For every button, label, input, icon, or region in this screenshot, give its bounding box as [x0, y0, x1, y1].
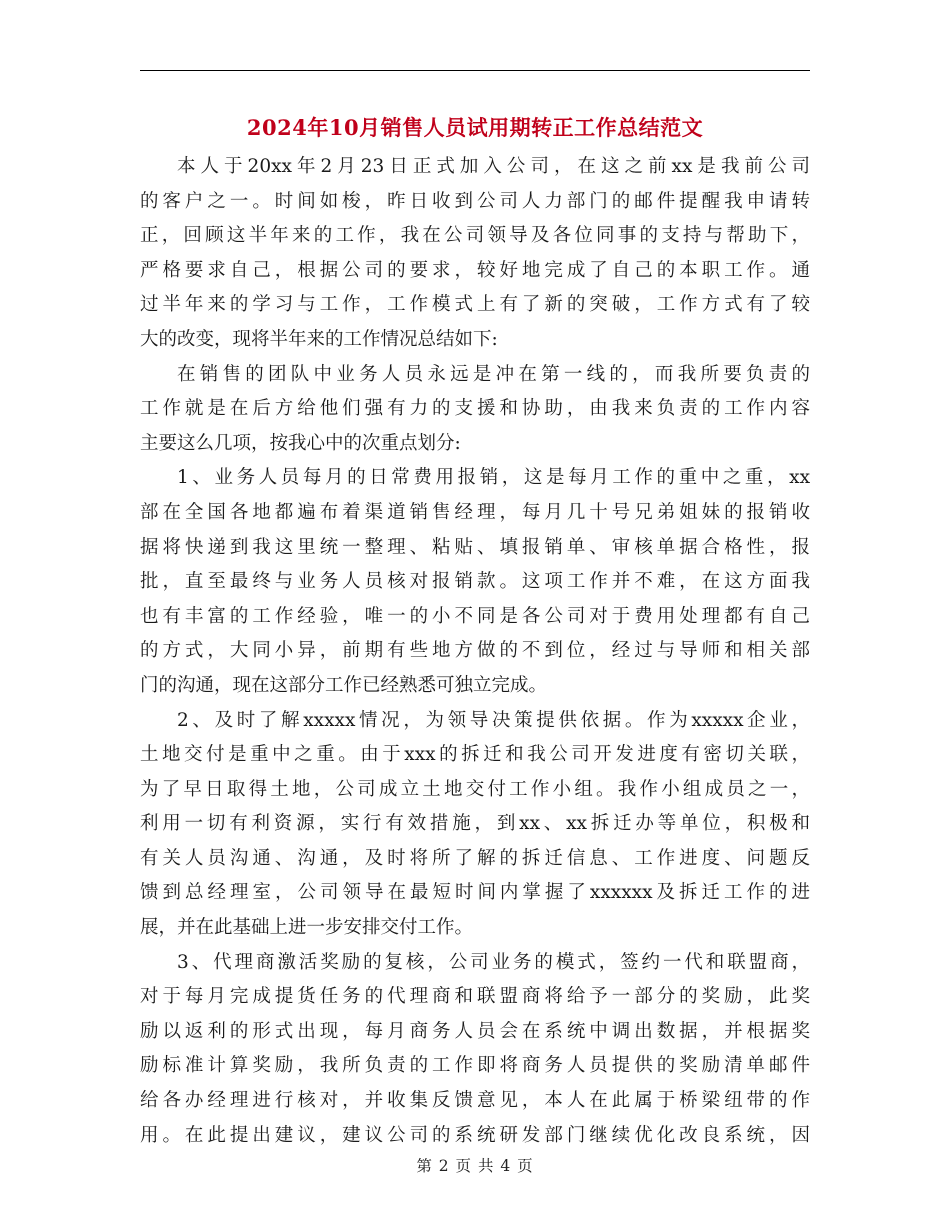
paragraph-line: 3、代理商激活奖励的复核，公司业务的模式，签约一代和联盟商， [177, 951, 810, 973]
paragraph-line: 大的改变，现将半年来的工作情况总结如下: [140, 328, 498, 350]
paragraph-1 [140, 150, 810, 358]
paragraph-5 [140, 946, 810, 1154]
paragraph-line: 利用一切有利资源，实行有效措施，到xx、xx拆迁办等单位，积极和 [140, 813, 810, 835]
paragraph-line: 励标准计算奖励，我所负责的工作即将商务人员提供的奖励清单邮件 [140, 1055, 810, 1077]
paragraph-line: 本人于20xx年2月23日正式加入公司，在这之前xx是我前公司 [177, 156, 810, 177]
paragraph-line: 1、业务人员每月的日常费用报销，这是每月工作的重中之重，xx [177, 467, 810, 489]
document-body [140, 150, 810, 1153]
paragraph-line: 工作就是在后方给他们强有力的支援和协助，由我来负责的工作内容 [140, 398, 810, 420]
paragraph-line: 正，回顾这半年来的工作，我在公司领导及各位同事的支持与帮助下， [140, 225, 810, 247]
header-rule [140, 70, 810, 71]
paragraph-line: 据将快递到我这里统一整理、粘贴、填报销单、审核单据合格性，报 [140, 536, 810, 558]
paragraph-line: 馈到总经理室，公司领导在最短时间内掌握了xxxxxx及拆迁工作的进 [140, 882, 810, 904]
paragraph-line: 2、及时了解xxxxx情况，为领导决策提供依据。作为xxxxx企业， [177, 709, 810, 731]
paragraph-line: 有关人员沟通、沟通，及时将所了解的拆迁信息、工作进度、问题反 [140, 847, 810, 869]
paragraph-line: 也有丰富的工作经验，唯一的小不同是各公司对于费用处理都有自己 [140, 605, 810, 627]
paragraph-line: 的方式，大同小异，前期有些地方做的不到位，经过与导师和相关部 [140, 640, 810, 662]
paragraph-line: 给各办经理进行核对，并收集反馈意见，本人在此属于桥梁纽带的作 [140, 1090, 810, 1112]
paragraph-line: 用。在此提出建议，建议公司的系统研发部门继续优化改良系统，因 [140, 1124, 810, 1146]
paragraph-line: 土地交付是重中之重。由于xxx的拆迁和我公司开发进度有密切关联， [140, 744, 810, 766]
paragraph-line: 对于每月完成提货任务的代理商和联盟商将给予一部分的奖励，此奖 [140, 986, 810, 1008]
paragraph-3 [140, 461, 810, 703]
paragraph-4 [140, 704, 810, 946]
paragraph-line: 批，直至最终与业务人员核对报销款。这项工作并不难，在这方面我 [140, 571, 810, 593]
paragraph-2 [140, 358, 810, 462]
paragraph-line: 在销售的团队中业务人员永远是冲在第一线的，而我所要负责的 [177, 363, 810, 385]
paragraph-line: 门的沟通，现在这部分工作已经熟悉可独立完成。 [140, 674, 548, 696]
paragraph-line: 展，并在此基础上进一步安排交付工作。 [140, 917, 474, 939]
page-number-footer: 第 2 页 共 4 页 [416, 1157, 534, 1175]
paragraph-line: 严格要求自己，根据公司的要求，较好地完成了自己的本职工作。通 [140, 259, 810, 281]
paragraph-line: 部在全国各地都遍布着渠道销售经理，每月几十号兄弟姐妹的报销收 [140, 501, 810, 523]
document-title: 2024年10月销售人员试用期转正工作总结范文 [246, 115, 704, 140]
paragraph-line: 过半年来的学习与工作，工作模式上有了新的突破，工作方式有了较 [140, 294, 810, 316]
paragraph-line: 为了早日取得土地，公司成立土地交付工作小组。我作小组成员之一， [140, 778, 810, 800]
paragraph-line: 励以返利的形式出现，每月商务人员会在系统中调出数据，并根据奖 [140, 1020, 810, 1042]
paragraph-line: 主要这么几项，按我心中的次重点划分: [140, 432, 461, 454]
paragraph-line: 的客户之一。时间如梭，昨日收到公司人力部门的邮件提醒我申请转 [140, 190, 810, 212]
